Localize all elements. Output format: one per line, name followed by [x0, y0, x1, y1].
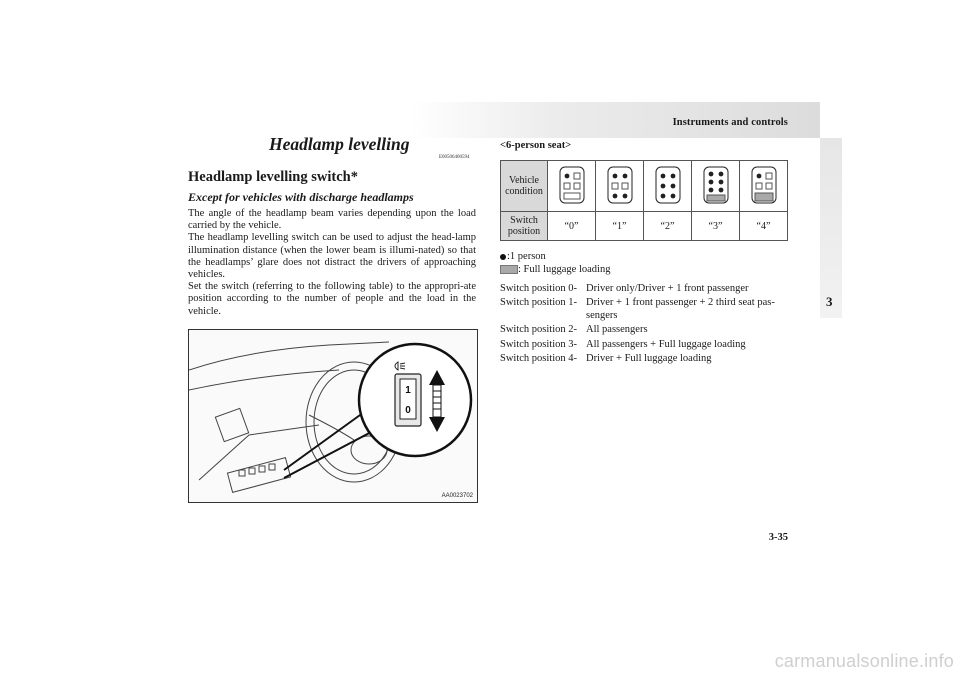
legend-person	[500, 250, 610, 263]
legend-luggage-text: : Full luggage loading	[518, 264, 611, 275]
vehicle-icon-1	[596, 161, 644, 212]
switch-label-0: 0	[405, 405, 411, 416]
vehicle-condition-label: Vehicle condition	[501, 161, 548, 212]
position-description: Driver only/Driver + 1 front passenger	[586, 283, 749, 294]
position-value: “2”	[644, 212, 692, 241]
legend-person-text: :1 person	[507, 251, 546, 262]
position-description: All passengers	[586, 324, 648, 336]
position-value: “0”	[548, 212, 596, 241]
seat-table-title: <6-person seat>	[500, 140, 572, 151]
dashboard-drawing	[189, 330, 477, 502]
position-value: “4”	[740, 212, 788, 241]
vehicle-icon-2	[644, 161, 692, 212]
position-key: Switch position 3-	[500, 338, 578, 350]
paragraph-2: The headlamp levelling switch can be used to adjust the head-lamp illumination distance (when the lower beam is illumi-nated) so that the headlamps’ glare does not distract the drivers of approaching vehicles.	[188, 232, 476, 281]
section-title: Headlamp levelling	[269, 134, 410, 154]
list-item	[500, 297, 786, 324]
vehicle-icon-3	[692, 161, 740, 212]
position-description: Driver + 1 front passenger + 2 third seat pas-sengers	[586, 297, 775, 321]
page-number: 3-35	[768, 532, 788, 543]
legend	[500, 250, 610, 276]
seat-table	[500, 160, 788, 241]
paragraph-3: Set the switch (referring to the following table) to the appropri-ate position according to the number of people and the load in the vehicle.	[188, 281, 476, 317]
paragraph-1: The angle of the headlamp beam varies depending upon the load carried by the vehicle.	[188, 208, 476, 232]
list-item	[500, 353, 786, 367]
switch-position-list	[500, 283, 786, 367]
list-item	[500, 324, 786, 338]
figure-id: AA0023702	[441, 493, 473, 499]
position-value: “3”	[692, 212, 740, 241]
chapter-title: Instruments and controls	[672, 117, 788, 128]
switch-position-row	[501, 212, 788, 241]
vehicle-seat-icon	[557, 165, 587, 205]
position-key: Switch position 2-	[500, 324, 578, 336]
chapter-tab	[820, 138, 842, 318]
list-item	[500, 339, 786, 353]
position-value: “1”	[596, 212, 644, 241]
subheading: Headlamp levelling switch*	[188, 169, 358, 185]
vehicle-condition-row	[501, 161, 788, 212]
position-description: Driver + Full luggage loading	[586, 353, 712, 365]
vehicle-seat-icon	[605, 165, 635, 205]
vehicle-seat-icon	[749, 165, 779, 205]
watermark: carmanualsonline.info	[774, 651, 954, 671]
person-dot-icon	[500, 254, 506, 260]
position-key: Switch position 1-	[500, 297, 578, 309]
luggage-icon	[500, 265, 518, 274]
position-key: Switch position 4-	[500, 353, 578, 365]
dashboard-illustration	[188, 329, 478, 503]
vehicle-seat-icon	[653, 165, 683, 205]
position-key: Switch position 0-	[500, 283, 578, 294]
switch-position-label: Switch position	[501, 212, 548, 241]
vehicle-icon-4	[740, 161, 788, 212]
body-text	[188, 208, 476, 318]
switch-label-1: 1	[405, 385, 411, 396]
legend-luggage	[500, 263, 610, 276]
position-description: All passengers + Full luggage loading	[586, 338, 746, 350]
list-item	[500, 283, 786, 297]
section-code: E00506400594	[439, 155, 470, 160]
chapter-number: 3	[826, 294, 833, 309]
vehicle-icon-0	[548, 161, 596, 212]
vehicle-seat-icon	[701, 165, 731, 205]
subsubheading: Except for vehicles with discharge headlamps	[188, 190, 414, 204]
